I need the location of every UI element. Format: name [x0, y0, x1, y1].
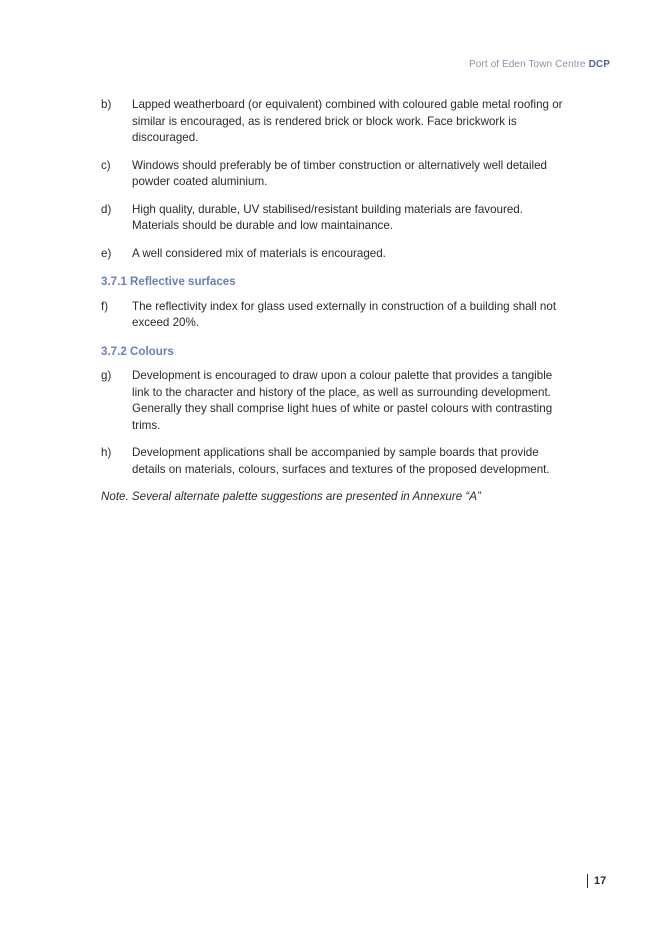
list-item — [101, 299, 571, 332]
section-heading-reflective: 3.7.1 Reflective surfaces — [101, 275, 236, 288]
item-letter: h) — [101, 446, 112, 459]
list-item — [101, 202, 571, 235]
item-text: Development is encouraged to draw upon a colour palette that provides a tangible link to the character and history of the place, as well as surrounding development. Generally they shall comprise light hues of white or pastel colours with contrasting trims. — [132, 369, 553, 432]
document-body — [101, 97, 571, 506]
item-text: Lapped weatherboard (or equivalent) combined with coloured gable metal roofing or similar is encouraged, as is rendered brick or block work. Face brickwork is discouraged. — [132, 98, 563, 144]
item-text: High quality, durable, UV stabilised/resistant building materials are favoured. Materials should be durable and low maintainance. — [132, 202, 523, 232]
header-dcp: DCP — [588, 59, 610, 70]
item-text: The reflectivity index for glass used externally in construction of a building shall not exceed 20%. — [132, 299, 557, 329]
list-item — [101, 246, 571, 263]
header-title: Port of Eden Town Centre — [468, 59, 589, 70]
list-item — [101, 368, 571, 434]
item-letter: b) — [101, 98, 112, 111]
item-letter: g) — [101, 369, 112, 382]
item-text: Windows should preferably be of timber construction or alternatively well detailed powder coated aluminium. — [132, 158, 548, 188]
section-heading-colours: 3.7.2 Colours — [101, 344, 174, 358]
item-text: A well considered mix of materials is encouraged. — [132, 246, 386, 260]
running-header — [469, 59, 610, 70]
item-letter: f) — [101, 299, 109, 313]
item-text: Development applications shall be accompanied by sample boards that provide details on materials, colours, surfaces and textures of the proposed development. — [132, 446, 550, 476]
note-text: Note. Several alternate palette suggestions are presented in Annexure “A” — [101, 490, 481, 503]
list-item — [101, 445, 571, 478]
item-letter: e) — [101, 246, 112, 260]
page-number: 17 — [587, 874, 606, 888]
item-letter: c) — [101, 158, 111, 172]
list-item — [101, 97, 571, 147]
list-item — [101, 158, 571, 191]
item-letter: d) — [101, 202, 112, 216]
